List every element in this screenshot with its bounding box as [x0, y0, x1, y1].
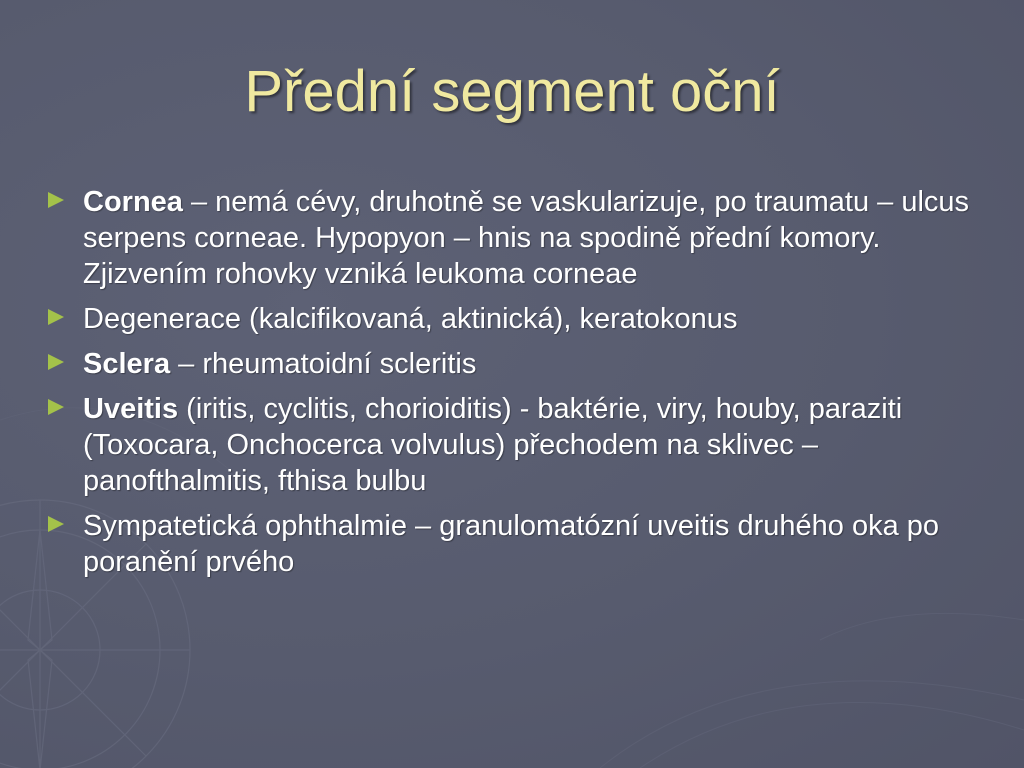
bullet-term: Cornea	[83, 186, 183, 218]
bullet-arrow-icon	[48, 192, 64, 208]
bullet-arrow-icon	[48, 516, 64, 532]
bullet-degenerace	[48, 301, 988, 337]
slide-title: Přední segment oční	[244, 59, 780, 124]
bullet-arrow-icon	[48, 309, 64, 325]
bullet-text: (iritis, cyclitis, chorioiditis) - baktérie, viry, houby, paraziti (Toxocara, Onchocerca volvulus) přechodem na sklivec – panofthalmitis, fthisa bulbu	[83, 393, 903, 497]
bullet-sclera	[48, 346, 988, 382]
bullet-term: Sclera	[83, 348, 171, 380]
bullet-uveitis	[48, 391, 988, 499]
bullet-cornea	[48, 184, 988, 292]
bullet-arrow-icon	[48, 399, 64, 415]
bullet-arrow-icon	[48, 354, 64, 370]
bullet-text: Sympatetická ophthalmie – granulomatózní uveitis druhého oka po poranění prvého	[83, 510, 940, 578]
bullet-text: – nemá cévy, druhotně se vaskularizuje, po traumatu – ulcus serpens corneae. Hypopyon – hnis na spodině přední komory. Zjizvením rohovky vzniká leukoma corneae	[83, 186, 970, 290]
bullet-term: Uveitis	[83, 393, 179, 425]
bullet-sympateticka	[48, 508, 988, 580]
bullet-text: Degenerace (kalcifikovaná, aktinická), keratokonus	[83, 303, 738, 335]
bullet-list	[48, 184, 988, 589]
bullet-text: – rheumatoidní scleritis	[170, 348, 477, 380]
